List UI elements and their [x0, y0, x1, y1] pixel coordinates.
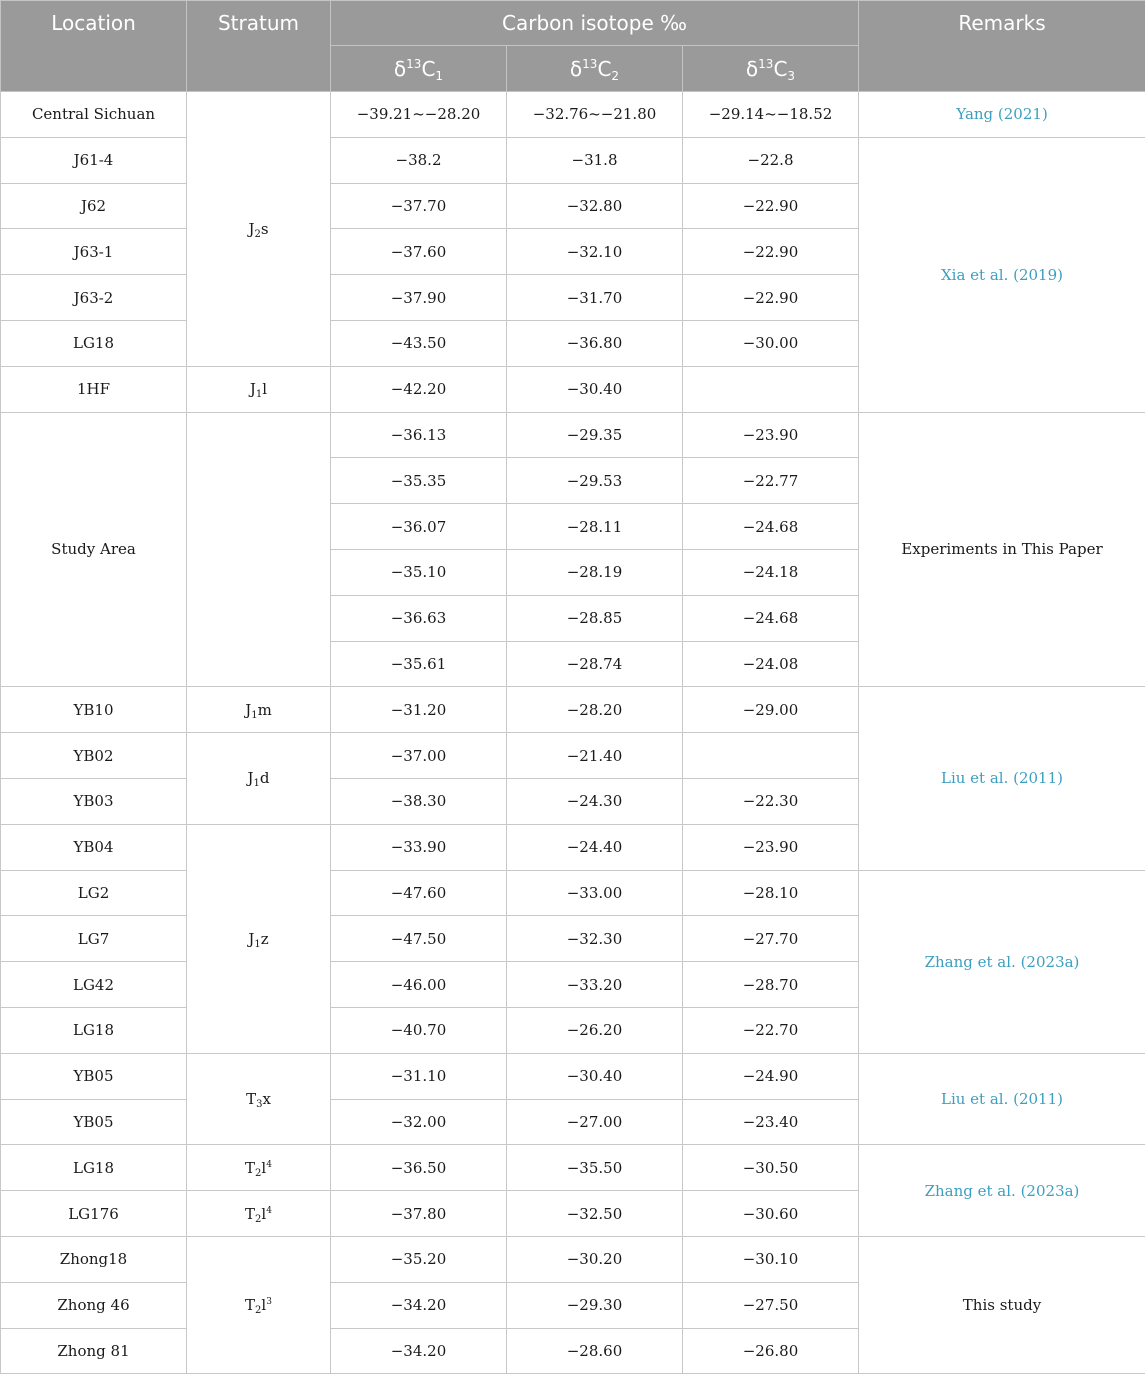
cell-location: YB03: [1, 778, 187, 824]
cell-delta-c2: −33.20: [507, 962, 683, 1008]
header-delta-c3: $\delta^{13}C_3$: [683, 46, 859, 92]
cell-delta-c1: −31.20: [331, 687, 507, 733]
cell-stratum-empty: [187, 412, 331, 687]
cell-delta-c2: −28.20: [507, 687, 683, 733]
cell-delta-c1: −36.50: [331, 1145, 507, 1191]
table-row: [1, 1145, 1145, 1191]
cell-delta-c3: [683, 366, 859, 412]
cell-stratum: $T_3x$: [187, 1053, 331, 1145]
cell-delta-c3: −26.80: [683, 1328, 859, 1374]
cell-delta-c1: −36.13: [331, 412, 507, 458]
cell-delta-c3: −29.00: [683, 687, 859, 733]
cell-delta-c3: −27.50: [683, 1282, 859, 1328]
cell-delta-c1: −31.10: [331, 1053, 507, 1099]
cell-location: YB05: [1, 1053, 187, 1099]
cell-location: LG7: [1, 916, 187, 962]
cell-delta-c2: −26.20: [507, 1007, 683, 1053]
cell-delta-c1: −46.00: [331, 962, 507, 1008]
table-row: [1, 137, 1145, 183]
table-row: [1, 412, 1145, 458]
cell-stratum: $J_2s$: [187, 92, 331, 367]
table-row: [1, 870, 1145, 916]
cell-delta-c3: −30.50: [683, 1145, 859, 1191]
cell-delta-c3: −22.77: [683, 458, 859, 504]
cell-delta-c2: −27.00: [507, 1099, 683, 1145]
cell-delta-c1: −37.70: [331, 183, 507, 229]
cell-delta-c2: −33.00: [507, 870, 683, 916]
header-location: Location: [1, 1, 187, 92]
cell-delta-c2: −32.76~−21.80: [507, 92, 683, 138]
cell-delta-c2: −32.10: [507, 229, 683, 275]
cell-delta-c2: −35.50: [507, 1145, 683, 1191]
cell-delta-c2: −32.50: [507, 1191, 683, 1237]
cell-location: J63-2: [1, 275, 187, 321]
cell-delta-c1: −32.00: [331, 1099, 507, 1145]
cell-delta-c1: −40.70: [331, 1007, 507, 1053]
cell-delta-c3: −30.10: [683, 1236, 859, 1282]
cell-delta-c3: −22.90: [683, 229, 859, 275]
cell-stratum: $J_1d$: [187, 733, 331, 825]
table-row: [1, 687, 1145, 733]
cell-delta-c3: −22.90: [683, 183, 859, 229]
cell-delta-c1: −38.30: [331, 778, 507, 824]
cell-delta-c2: −28.85: [507, 595, 683, 641]
cell-location: J62: [1, 183, 187, 229]
cell-location: YB04: [1, 824, 187, 870]
cell-delta-c2: −21.40: [507, 733, 683, 779]
remark-link[interactable]: Zhang et al. (2023a): [859, 870, 1145, 1053]
cell-location: J61-4: [1, 137, 187, 183]
table-row: [1, 92, 1145, 138]
cell-remark: This study: [859, 1236, 1145, 1373]
cell-stratum: $T_2l^4$: [187, 1191, 331, 1237]
cell-delta-c3: −24.90: [683, 1053, 859, 1099]
remark-link[interactable]: Liu et al. (2011): [859, 1053, 1145, 1145]
cell-delta-c1: −35.61: [331, 641, 507, 687]
remark-link[interactable]: Xia et al. (2019): [859, 137, 1145, 412]
cell-delta-c1: −37.90: [331, 275, 507, 321]
cell-delta-c1: −37.60: [331, 229, 507, 275]
table-row: [1, 1053, 1145, 1099]
remark-link[interactable]: Liu et al. (2011): [859, 687, 1145, 870]
cell-location: LG176: [1, 1191, 187, 1237]
cell-location: LG18: [1, 1007, 187, 1053]
cell-delta-c2: −28.19: [507, 549, 683, 595]
cell-delta-c3: −30.60: [683, 1191, 859, 1237]
cell-delta-c1: −47.60: [331, 870, 507, 916]
cell-delta-c3: −22.70: [683, 1007, 859, 1053]
cell-delta-c1: −36.63: [331, 595, 507, 641]
cell-delta-c3: −24.08: [683, 641, 859, 687]
cell-stratum: $J_1m$: [187, 687, 331, 733]
cell-delta-c1: −35.10: [331, 549, 507, 595]
cell-delta-c1: −34.20: [331, 1328, 507, 1374]
cell-location: YB02: [1, 733, 187, 779]
header-carbon-isotope: Carbon isotope ‰: [331, 1, 859, 46]
cell-delta-c3: −22.30: [683, 778, 859, 824]
cell-delta-c3: −23.90: [683, 412, 859, 458]
cell-delta-c2: −28.74: [507, 641, 683, 687]
cell-delta-c3: −23.90: [683, 824, 859, 870]
cell-delta-c3: −27.70: [683, 916, 859, 962]
header-delta-c2: $\delta^{13}C_2$: [507, 46, 683, 92]
header-remarks: Remarks: [859, 1, 1145, 92]
cell-delta-c2: −30.20: [507, 1236, 683, 1282]
cell-delta-c2: −31.70: [507, 275, 683, 321]
cell-delta-c3: [683, 733, 859, 779]
cell-delta-c1: −34.20: [331, 1282, 507, 1328]
cell-delta-c2: −32.30: [507, 916, 683, 962]
cell-delta-c1: −37.80: [331, 1191, 507, 1237]
cell-delta-c1: −35.20: [331, 1236, 507, 1282]
cell-delta-c2: −28.60: [507, 1328, 683, 1374]
remark-link[interactable]: Yang (2021): [859, 92, 1145, 138]
header-delta-c1: $\delta^{13}C_1$: [331, 46, 507, 92]
cell-location: LG18: [1, 320, 187, 366]
cell-delta-c1: −37.00: [331, 733, 507, 779]
cell-delta-c3: −29.14~−18.52: [683, 92, 859, 138]
cell-stratum: $T_2l^3$: [187, 1236, 331, 1373]
cell-delta-c3: −30.00: [683, 320, 859, 366]
cell-delta-c3: −22.90: [683, 275, 859, 321]
cell-location: Zhong18: [1, 1236, 187, 1282]
cell-delta-c2: −29.35: [507, 412, 683, 458]
cell-delta-c3: −23.40: [683, 1099, 859, 1145]
cell-delta-c1: −35.35: [331, 458, 507, 504]
cell-delta-c2: −24.40: [507, 824, 683, 870]
cell-delta-c2: −31.8: [507, 137, 683, 183]
cell-delta-c1: −47.50: [331, 916, 507, 962]
cell-location: Zhong 81: [1, 1328, 187, 1374]
cell-location: J63-1: [1, 229, 187, 275]
header-stratum: Stratum: [187, 1, 331, 92]
cell-location: 1HF: [1, 366, 187, 412]
cell-location: YB05: [1, 1099, 187, 1145]
cell-location: LG2: [1, 870, 187, 916]
remark-link[interactable]: Zhang et al. (2023a): [859, 1145, 1145, 1237]
cell-delta-c1: −42.20: [331, 366, 507, 412]
cell-location: Central Sichuan: [1, 92, 187, 138]
cell-delta-c2: −30.40: [507, 366, 683, 412]
cell-delta-c2: −29.53: [507, 458, 683, 504]
cell-location: LG18: [1, 1145, 187, 1191]
cell-delta-c2: −32.80: [507, 183, 683, 229]
table-row: [1, 1236, 1145, 1282]
cell-delta-c2: −36.80: [507, 320, 683, 366]
cell-delta-c1: −36.07: [331, 504, 507, 550]
cell-delta-c3: −22.8: [683, 137, 859, 183]
cell-location: YB10: [1, 687, 187, 733]
cell-delta-c2: −30.40: [507, 1053, 683, 1099]
cell-remark: Experiments in This Paper: [859, 412, 1145, 687]
cell-delta-c2: −29.30: [507, 1282, 683, 1328]
cell-location: Zhong 46: [1, 1282, 187, 1328]
cell-delta-c1: −38.2: [331, 137, 507, 183]
cell-stratum: $J_1z$: [187, 824, 331, 1053]
cell-stratum: $T_2l^4$: [187, 1145, 331, 1191]
cell-delta-c3: −24.18: [683, 549, 859, 595]
cell-delta-c3: −28.10: [683, 870, 859, 916]
cell-delta-c3: −24.68: [683, 504, 859, 550]
cell-delta-c1: −33.90: [331, 824, 507, 870]
cell-delta-c2: −24.30: [507, 778, 683, 824]
cell-location: LG42: [1, 962, 187, 1008]
cell-delta-c1: −43.50: [331, 320, 507, 366]
cell-stratum: $J_1l$: [187, 366, 331, 412]
cell-delta-c3: −28.70: [683, 962, 859, 1008]
cell-delta-c1: −39.21~−28.20: [331, 92, 507, 138]
cell-delta-c2: −28.11: [507, 504, 683, 550]
cell-location: Study Area: [1, 412, 187, 687]
cell-delta-c3: −24.68: [683, 595, 859, 641]
